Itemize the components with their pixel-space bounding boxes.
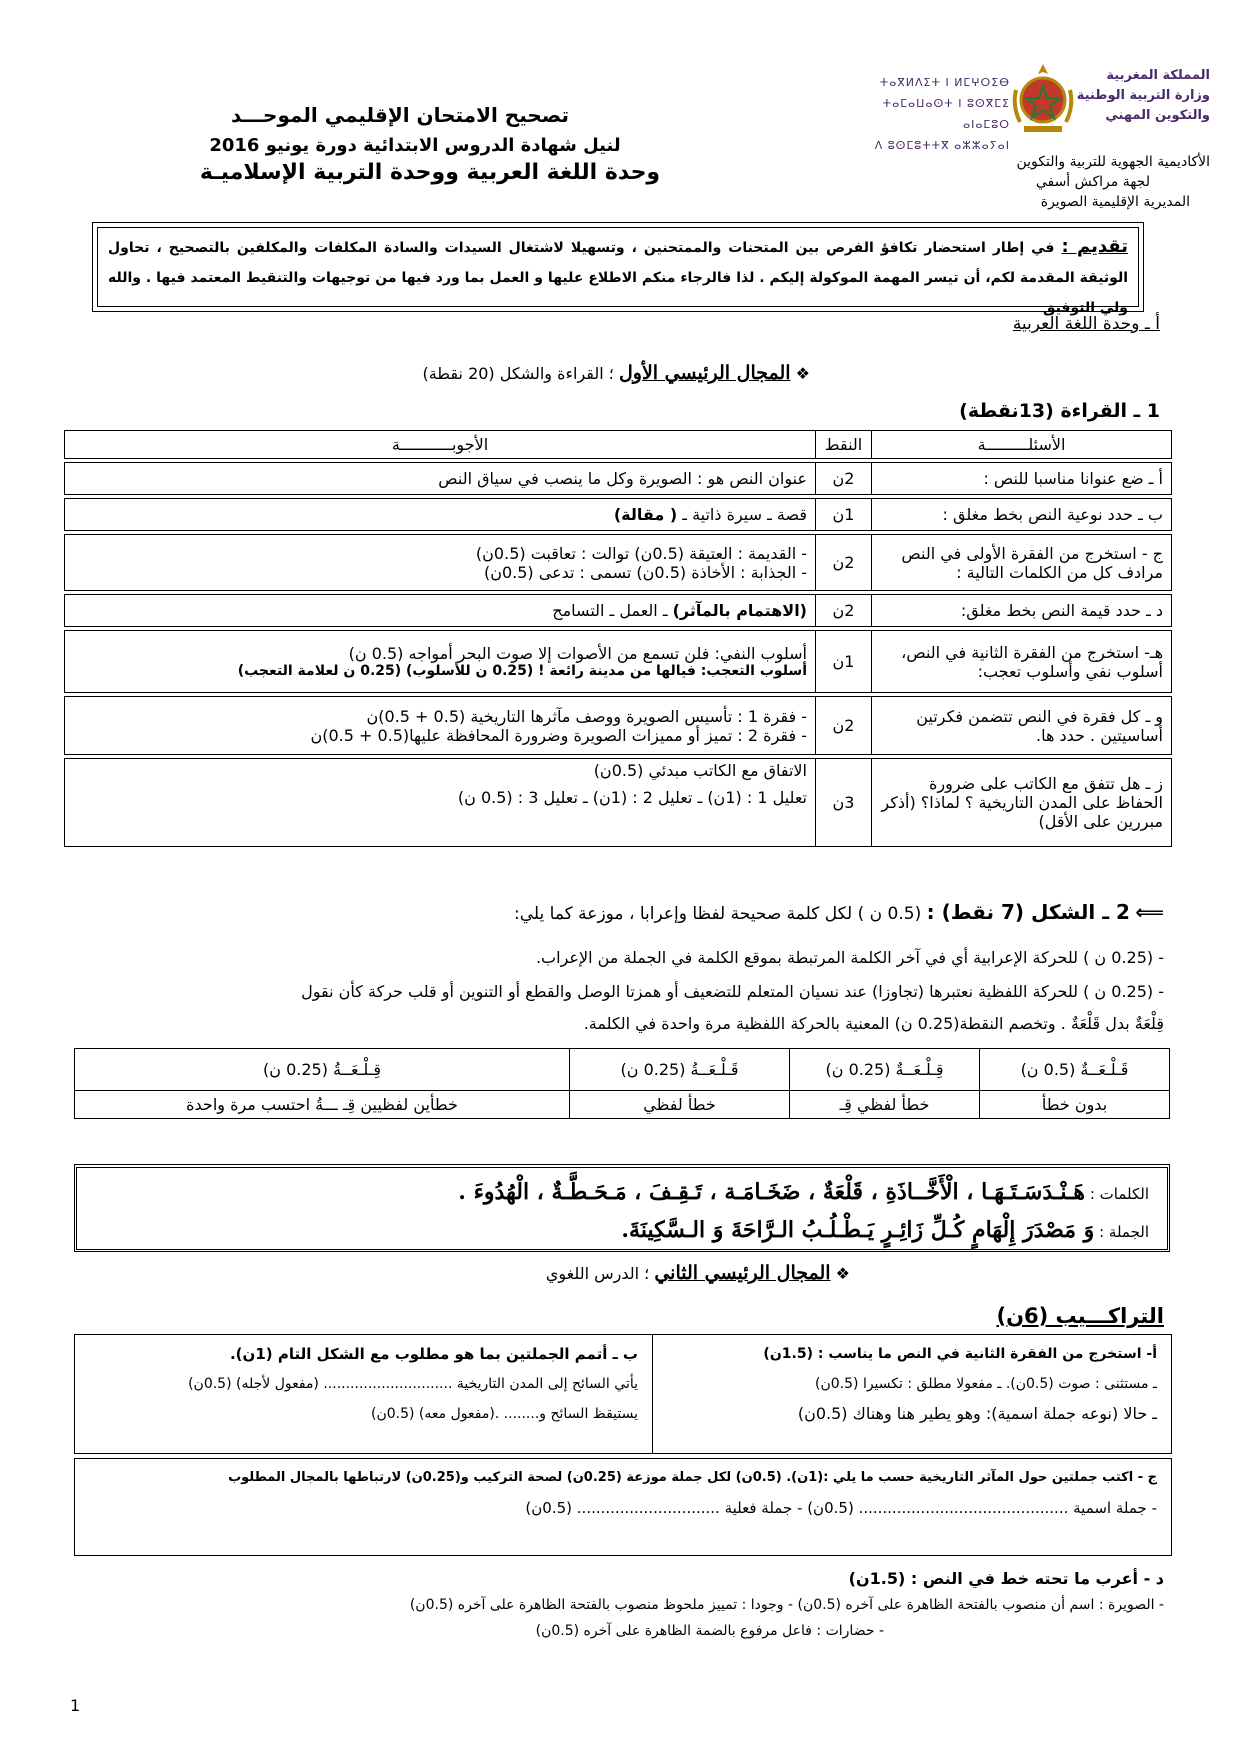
sentence-label: الجملة : — [1099, 1223, 1149, 1241]
ministry-name-tifinagh: ⵜⴰⴳⵍⴷⵉⵜ ⵏ ⵍⵎⵖⵔⵉⴱ ⵜⴰⵎⴰⵡⴰⵙⵜ ⵏ ⵓⵙⴳⵎⵉ ⴰⵏⴰⵎⵓⵔ ⴷ ⵓⵙⵎⵓⵜⵜⴳ ⴰⵣⵣⴰⵢⴰⵏ — [874, 76, 1010, 152]
table-header-row — [65, 431, 1172, 459]
diamond-bullet-icon: ❖ — [790, 364, 810, 383]
table-row: و ـ كل فقرة في النص تتضمن فكرتين أساسيتين . حدد ها. 2ن - فقرة 1 : تأسيس الصويرة ووصف مآثرها التاريخية (0.5 + 0.5)ن - فقرة 2 : تميز أو مميزات الصويرة وضرورة المحافظة عليها(0.5 + 0.5)ن — [65, 697, 1172, 755]
header-answers: الأجوبـــــــــــة — [65, 431, 816, 459]
intro-box — [92, 222, 1144, 316]
domain-1-heading: ❖ المجال الرئيسي الأول ؛ القراءة والشكل (20 نقطة) — [422, 362, 810, 384]
reading-answer-table — [64, 430, 1172, 847]
domain-2-heading: ❖ المجال الرئيسي الثاني ؛ الدرس اللغوي — [545, 1262, 850, 1284]
reading-heading: 1 ـ القراءة (13نقطة) — [959, 400, 1160, 422]
form-rule-1: - (0.25 ن ) للحركة الإعرابية أي في آخر الكلمة المرتبطة بموقع الكلمة في الجملة من الإعراب. — [535, 948, 1164, 967]
sentence-text: وَ مَصْدَرَ إِلْهَامٍ كُـلِّ زَائِـرٍ يَـطْـلُـبُ الـرَّاحَةَ وَ الـسَّكِينَةَ. — [621, 1217, 1095, 1243]
academy-info: الأكاديمية الجهوية للتربية والتكوين لجهة مراكش أسفي المديرية الإقليمية الصويرة — [1016, 154, 1210, 210]
table-row: ج - استخرج من الفقرة الأولى في النص مرادف كل من الكلمات التالية : 2ن - القديمة : العتيقة (0.5ن) توالت : تعاقبت (0.5ن) - الجذابة : الأخاذة (0.5ن) تسمى : تدعى (0.5ن) — [65, 535, 1172, 591]
header-questions: الأسئلـــــــــة — [872, 431, 1172, 459]
page-number: 1 — [70, 1696, 81, 1715]
document-title-block — [150, 103, 710, 185]
table-row: ب ـ حدد نوعية النص بخط مغلق : 1ن قصة ـ سيرة ذاتية ـ ( مقالة) — [65, 499, 1172, 531]
table-row: قَـلْـعَــةٌ (0.5 ن) قِـلْـعَــةٌ (0.25 ن) قَـلْـعَــةُ (0.25 ن) قِـلْـعَــةُ (0.25 ن) — [75, 1049, 1170, 1091]
table-row: ز ـ هل تتفق مع الكاتب على ضرورة الحفاظ على المدن التاريخية ؟ لماذا؟ (أذكر مبررين على الأقل) 3ن الاتفاق مع الكاتب مبدئي (0.5ن) تعليل 1 : (1ن) ـ تعليل 2 : (1ن) ـ تعليل 3 : (0.5 ن) — [65, 759, 1172, 847]
form-rule-2: - (0.25 ن ) للحركة اللفظية نعتبرها (تجاوزا) عند نسيان المتعلم للتضعيف أو همزتا الوصل والقطع أو التنوين أو قلب حركة كأن نقول — [301, 982, 1164, 1001]
diamond-bullet-icon: ❖ — [830, 1264, 850, 1283]
header-points: النقط — [816, 431, 872, 459]
form-rule-3: قِلْعَةٌ بدل قَلْعَةٌ . وتخصم النقطة(0.25 ن) المعنية بالحركة اللفظية مرة واحدة في الكلمة. — [583, 1014, 1164, 1033]
arrow-left-icon: ⟸ — [1135, 900, 1164, 924]
exercise-b: ب ـ أتمم الجملتين بما هو مطلوب مع الشكل التام (1ن). يأتي السائح إلى المدن التاريخية ............................. (مفعول لأجله) (0.5ن) يستيقظ السائح و........ .(مفعول معه) (0.5ن) — [75, 1335, 653, 1453]
ministry-name-arabic: المملكة المغربية وزارة التربية الوطنية والتكوين المهني — [1076, 68, 1210, 123]
table-row: بدون خطأ خطأ لفظي قِـ خطأ لفظي خطأين لفظيين قِـ ـــةُ احتسب مرة واحدة — [75, 1091, 1170, 1119]
document-title: تصحيح الامتحان الإقليمي الموحـــد — [231, 103, 569, 127]
table-row: هـ- استخرج من الفقرة الثانية في النص، أسلوب نفي وأسلوب تعجب: 1ن أسلوب النفي: فلن تسمع من الأصوات إلا صوت البحر أمواجه (0.5 ن) أسلوب التعجب: فيالها من مدينة رائعة ! (0.25 ن للأسلوب) (0.25 ن لعلامة التعجب) — [65, 631, 1172, 693]
intro-label: تقديم : — [1061, 236, 1129, 257]
form-heading: ⟸ 2 ـ الشكل (7 نقط) : (0.5 ن ) لكل كلمة صحيحة لفظا وإعرابا ، موزعة كما يلي: — [514, 900, 1164, 924]
exercise-d-parsing: د - أعرب ما تحته خط في النص : (1.5ن) - الصويرة : اسم أن منصوب بالفتحة الظاهرة على آخره (0.5ن) - وجودا : تمييز ملحوظ منصوب بالفتحة الظاهرة على آخره (0.5ن) - حضارات : فاعل مرفوع بالضمة الظاهرة على آخره (0.5ن) — [409, 1569, 1164, 1639]
section-a-heading: أ ـ وحدة اللغة العربية — [1012, 314, 1160, 334]
document-subtitle: لنيل شهادة الدروس الابتدائية دورة يونيو 2016 — [209, 135, 621, 156]
table-row: د ـ حدد قيمة النص بخط مغلق: 2ن (الاهتمام بالمآثر) ـ العمل ـ التسامح — [65, 595, 1172, 627]
intro-text: في إطار استحضار تكافؤ الفرص بين المتحنات والممتحنين ، وتسهيلا لاشتغال السيدات والسادة المكلفات والمكلفين بالتصحيح ، تحاول الوثيقة المقدمة لكم، أن تيسر المهمة الموكولة إليكم . لذا فالرجاء منكم الاطلاع عليها و العمل بما ورد فيها من توجيهات والتنقيط المعتمد فيها . والله ولي التوفيق — [108, 240, 1128, 316]
exercise-c: ج - اكتب جملتين حول المآثر التاريخية حسب ما يلي :(1ن). (0.5ن) لكل جملة موزعة (0.25ن) لصحة التركيب و(0.25ن) لارتباطها بالمجال المطلوب - جملة اسمية ............................................ (0.5ن) - جملة فعلية .............................. (0.5ن) — [74, 1458, 1172, 1556]
structures-heading: التراكـــيب (6ن) — [996, 1304, 1164, 1328]
structures-box — [74, 1334, 1172, 1454]
table-row: أ ـ ضع عنوانا مناسبا للنص : 2ن عنوان النص هو : الصويرة وكل ما ينصب في سياق النص — [65, 463, 1172, 495]
words-label: الكلمات : — [1089, 1185, 1149, 1203]
words-list: هَـنْـدَسَـتَـهَـا ، الْأَخَّــاذَةِ ، قَلْعَةٌ ، ضَخَـامَـة ، تَـقِـفَ ، مَـحَـطَّـةٌ ، الْهُدُوءَ . — [458, 1179, 1086, 1205]
words-to-vocalize-box — [74, 1164, 1170, 1252]
exercise-a: أ- استخرج من الفقرة الثانية في النص ما يناسب : (1.5ن) ـ مستثنى : صوت (0.5ن). ـ مفعولا مطلق : تكسيرا (0.5ن) ـ حالا (نوعه جملة اسمية): وهو يطير هنا وهناك (0.5ن) — [763, 1346, 1157, 1423]
document-units: وحدة اللغة العربية ووحدة التربية الإسلاميـة — [199, 160, 661, 185]
form-scoring-table — [74, 1048, 1170, 1119]
